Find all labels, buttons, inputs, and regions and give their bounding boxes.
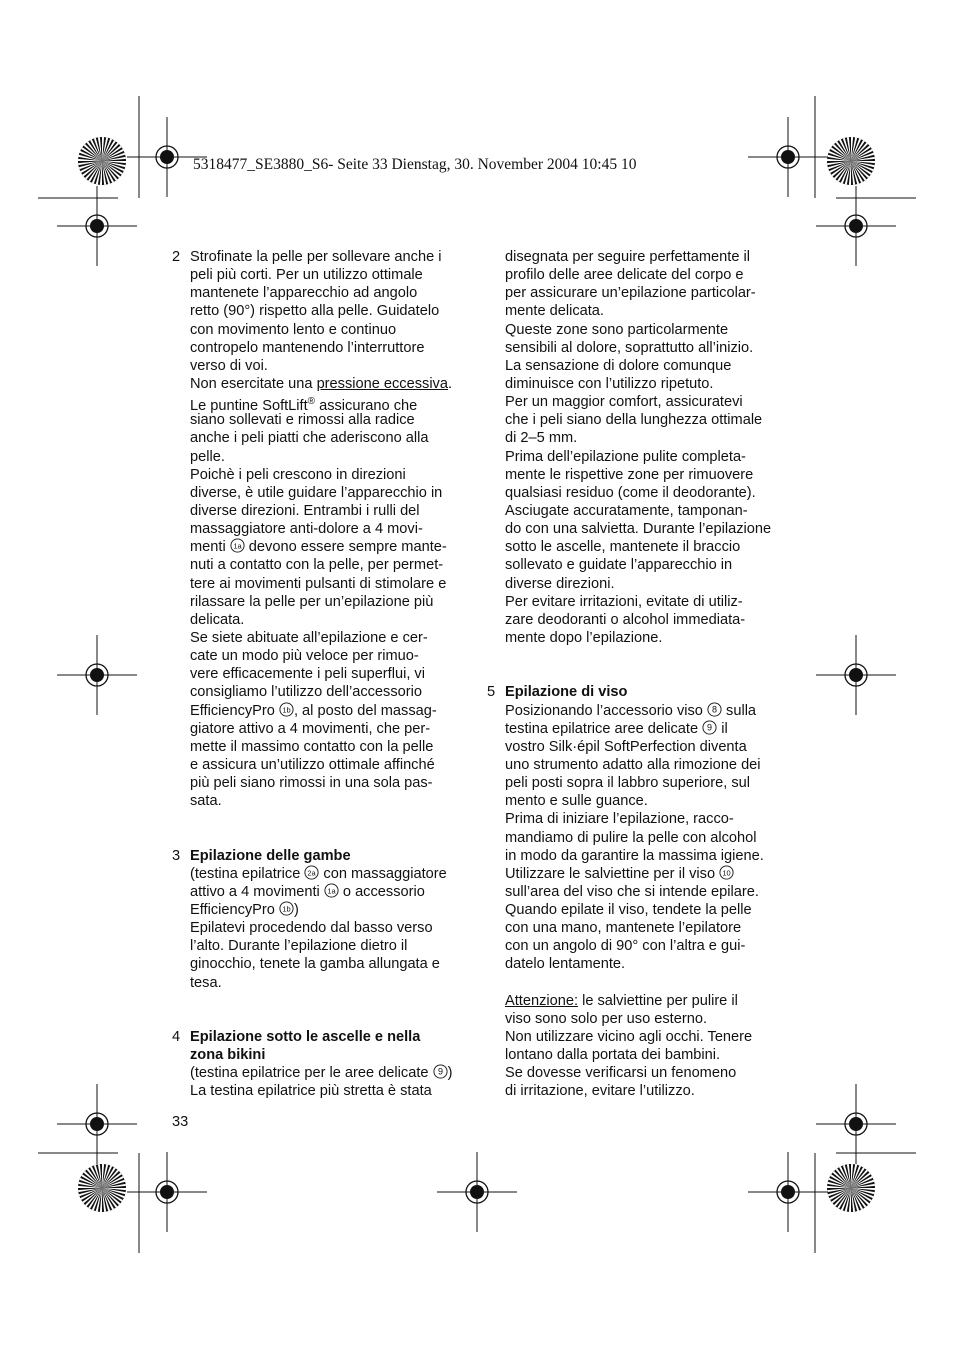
text-line: diverse, è utile guidare l’apparecchio in (190, 484, 443, 501)
text-line: in modo da garantire la massima igiene. (505, 847, 764, 864)
text-line: siano sollevati e rimossi alla radice (190, 412, 415, 429)
circled-ref-10 (719, 867, 734, 882)
item4-body (190, 1082, 472, 1100)
text-line: Prima dell’epilazione pulite completa- (505, 448, 746, 465)
text-line: massaggiatore anti-dolore a 4 movi- (190, 521, 423, 538)
text-line: diminuisce con l’utilizzo ripetuto. (505, 375, 714, 392)
text-line: Queste zone sono particolarmente (505, 321, 729, 338)
svg-text:9: 9 (437, 1066, 443, 1077)
item-5: 5 Epilazione di viso Posizionando l’accessorio viso 8 sulla testina epilatrice aree delicate 9 il vostro Silk·épil SoftPerfection diventa uno strumento adatto alla rimozione dei peli posti sopra il labbro superiore, sul mento e sulle guance. Prima di iniziare l’epilazione, racco- mandiamo di pulire la pelle con alcohol in modo da garantire la massima igiene. Utilizzare le salviettine per il viso 10 sull’area del viso che si intende epilare. Quando epilate il viso, tendete la pelle con una mano, mantenete l’epilatore con un angolo di 90° con l’altra e gui- datelo lentamente. Attenzione: le salviettine per pulire il viso sono solo per uso esterno. Non utilizzare vicino agli occhi. Tenere lontano dalla portata dei bambini. Se dovesse verificarsi un fenomeno di irritazione, evitare l’utilizzo. (487, 683, 787, 1100)
text-line: di 2–5 mm. (505, 430, 578, 447)
text-line: più peli siano rimossi in una sola pas- (190, 775, 433, 792)
svg-text:10: 10 (722, 868, 731, 878)
item-2 (172, 248, 472, 810)
text-line: l’alto. Durante l’epilazione dietro il (190, 938, 408, 955)
text-line: La sensazione di dolore comunque (505, 357, 732, 374)
item2-p4 (190, 466, 472, 539)
svg-text:1b: 1b (282, 904, 291, 914)
text-line: giatore attivo a 4 movimenti, che per- (190, 720, 431, 737)
right-column (487, 248, 787, 1101)
text-line: vostro Silk·épil SoftPerfection diventa (505, 738, 747, 755)
text-line: tesa. (190, 974, 222, 991)
text-line: peli più corti. Per un utilizzo ottimale (190, 267, 423, 284)
text-line: cate un modo più veloce per rimuo- (190, 648, 419, 665)
item2-softlift-line: Le puntine SoftLift® assicurano che (190, 396, 418, 414)
item2-p3 (190, 411, 472, 465)
registered-mark: ® (307, 396, 316, 408)
text-line: sensibili al dolore, soprattutto all’inizio. (505, 339, 754, 356)
text-line: Non utilizzare vicino agli occhi. Tenere (505, 1029, 753, 1046)
item2-efficiency-line: EfficiencyPro 1b , al posto del massag- (190, 702, 437, 719)
circled-ref-1b (279, 704, 294, 719)
left-column (172, 248, 472, 1101)
registration-mark (57, 1084, 137, 1164)
text-line: rilassare la pelle per un’epilazione più (190, 593, 434, 610)
attention-label: Attenzione: (505, 992, 579, 1009)
text-line: sata. (190, 793, 222, 810)
item5-body-3 (505, 1010, 787, 1101)
attention-line: Attenzione: le salviettine per pulire il (505, 992, 738, 1009)
item-number: 3 (172, 847, 181, 864)
text-line: sotto le ascelle, mantenete il braccio (505, 539, 741, 556)
text-line: sull’area del viso che si intende epilare. (505, 883, 759, 900)
text-line: Epilatevi procedendo dal basso verso (190, 920, 433, 937)
text-line: mento e sulle guance. (505, 793, 648, 810)
text-line: mente delicata. (505, 303, 604, 320)
item2-p5b (190, 720, 472, 811)
text-line: La testina epilatrice più stretta è stata (190, 1083, 432, 1100)
text-line: diverse direzioni. Entrambi i rulli del (190, 502, 420, 519)
circled-ref-1a (324, 885, 339, 900)
text-line: Per un maggior comfort, assicuratevi (505, 394, 743, 411)
circled-ref-1b (279, 903, 294, 918)
text-line: con una mano, mantenete l’epilatore (505, 920, 742, 937)
text-line: di irritazione, evitare l’utilizzo. (505, 1083, 695, 1100)
item5-body-2 (505, 883, 787, 974)
text-line: qualsiasi residuo (come il deodorante). (505, 484, 756, 501)
item2-p4b (190, 556, 472, 629)
item3-body (190, 919, 472, 992)
item2-pressure-line: Non esercitate una pressione eccessiva. (190, 375, 453, 392)
circled-ref-8 (707, 704, 722, 719)
section-title-underarm (190, 1028, 472, 1064)
text-line: Per evitare irritazioni, evitate di utiliz- (505, 593, 743, 610)
text-line: zona bikini (190, 1047, 266, 1064)
item5-body-1 (505, 738, 787, 865)
registration-mark (748, 1152, 828, 1232)
section-title-legs: Epilazione delle gambe (190, 847, 351, 864)
svg-text:1a: 1a (233, 541, 242, 551)
item2-p1 (190, 248, 472, 375)
text-line: zare deodoranti o alcohol immediata- (505, 611, 746, 628)
text-line: mantenete l’apparecchio ad angolo (190, 285, 418, 302)
text-line: lontano dalla portata dei bambini. (505, 1047, 721, 1064)
circled-ref-9 (702, 722, 717, 737)
star-target (827, 1164, 875, 1212)
item-number: 2 (172, 249, 181, 265)
text-line: con movimento lento e continuo (190, 321, 397, 338)
text-line: Strofinate la pelle per sollevare anche i (190, 249, 442, 265)
text-line: mandiamo di pulire la pelle con alcohol (505, 829, 757, 846)
text-line: mente dopo l’epilazione. (505, 629, 663, 646)
text-line: e assicura un’utilizzo ottimale affinché (190, 756, 435, 773)
text-line: uno strumento adatto alla rimozione dei (505, 756, 761, 773)
item2-p5 (190, 629, 472, 702)
text-line: profilo delle aree delicate del corpo e (505, 267, 744, 284)
text-line: Se siete abituate all’epilazione e cer- (190, 629, 428, 646)
text-line: sollevato e guidate l’apparecchio in (505, 557, 733, 574)
item-4-continued (487, 248, 787, 647)
text-line: mette il massimo contatto con la pelle (190, 738, 434, 755)
star-target (78, 1164, 126, 1212)
circled-ref-9 (433, 1066, 448, 1081)
text-line: Se dovesse verificarsi un fenomeno (505, 1065, 737, 1082)
text-line: do con una salvietta. Durante l’epilazione (505, 521, 772, 538)
underlined-warning: pressione eccessiva (316, 375, 448, 392)
text-line: tere ai movimenti pulsanti di stimolare e (190, 575, 447, 592)
svg-text:1b: 1b (282, 705, 291, 715)
text-line: delicata. (190, 611, 245, 628)
circled-ref-2a (304, 867, 319, 882)
svg-text:8: 8 (711, 704, 717, 715)
text-line: Epilazione sotto le ascelle e nella (190, 1029, 421, 1046)
text-line: vere efficacemente i peli superflui, vi (190, 666, 425, 683)
registration-mark (816, 635, 896, 715)
text-line: diverse direzioni. (505, 575, 615, 592)
svg-text:9: 9 (707, 722, 713, 733)
registration-mark (57, 635, 137, 715)
item-3: 3 Epilazione delle gambe (testina epilatrice 2a con massaggiatore attivo a 4 movimenti 1a o accessorio EfficiencyPro 1b ) Epilatevi procedendo dal basso verso l’alto. Durante l’epilazione dietro il ginocchio, tenete la gamba allungata e tesa. (172, 847, 472, 992)
text-line: viso sono solo per uso esterno. (505, 1010, 707, 1027)
text-line: che i peli siano della lunghezza ottimale (505, 412, 763, 429)
text-line: disegnata per seguire perfettamente il (505, 249, 751, 265)
text-line: ginocchio, tenete la gamba allungata e (190, 956, 440, 973)
text-line: anche i peli piatti che aderiscono alla (190, 430, 429, 447)
text-line: Quando epilate il viso, tendete la pelle (505, 902, 752, 919)
item2-massager-line: menti 1a devono essere sempre mante- (190, 539, 447, 556)
text-line: contropelo mantenendo l’interruttore (190, 339, 425, 356)
text-line: datelo lentamente. (505, 956, 626, 973)
text-line: retto (90°) rispetto alla pelle. Guidatelo (190, 303, 440, 320)
text-line: per assicurare un’epilazione particolar- (505, 285, 756, 302)
text-line: Prima di iniziare l’epilazione, racco- (505, 811, 734, 828)
text-line: verso di voi. (190, 357, 268, 374)
item4-continuation (505, 248, 787, 647)
item-number: 4 (172, 1029, 181, 1046)
text-line: Asciugate accuratamente, tamponan- (505, 502, 748, 519)
registration-mark (437, 1152, 517, 1232)
circled-ref-1a (230, 540, 245, 555)
text-line: con un angolo di 90° con l’altra e gui- (505, 938, 746, 955)
star-target (78, 137, 126, 185)
registration-mark (816, 1084, 896, 1164)
item-4: 4 Epilazione sotto le ascelle e nella zona bikini (testina epilatrice per le aree delicate 9 ) La testina epilatrice più stretta è stata (172, 1028, 472, 1101)
star-target (827, 137, 875, 185)
print-header: 5318477_SE3880_S6- Seite 33 Dienstag, 30. November 2004 10:45 10 (193, 156, 637, 173)
text-line: consigliamo l’utilizzo dell’accessorio (190, 684, 422, 701)
text-line: peli posti sopra il labbro superiore, sul (505, 775, 750, 792)
svg-text:1a: 1a (327, 886, 336, 896)
page-number: 33 (172, 1114, 189, 1130)
text-line: Poichè i peli crescono in direzioni (190, 466, 406, 483)
text-line: mente le rispettive zone per rimuovere (505, 466, 754, 483)
registration-mark (748, 117, 828, 197)
svg-text:2a: 2a (307, 868, 317, 878)
item-number: 5 (487, 684, 496, 701)
text-line: pelle. (190, 448, 225, 465)
text-line: nuti a contatto con la pelle, per permet- (190, 557, 444, 574)
section-title-face: Epilazione di viso (505, 684, 628, 701)
